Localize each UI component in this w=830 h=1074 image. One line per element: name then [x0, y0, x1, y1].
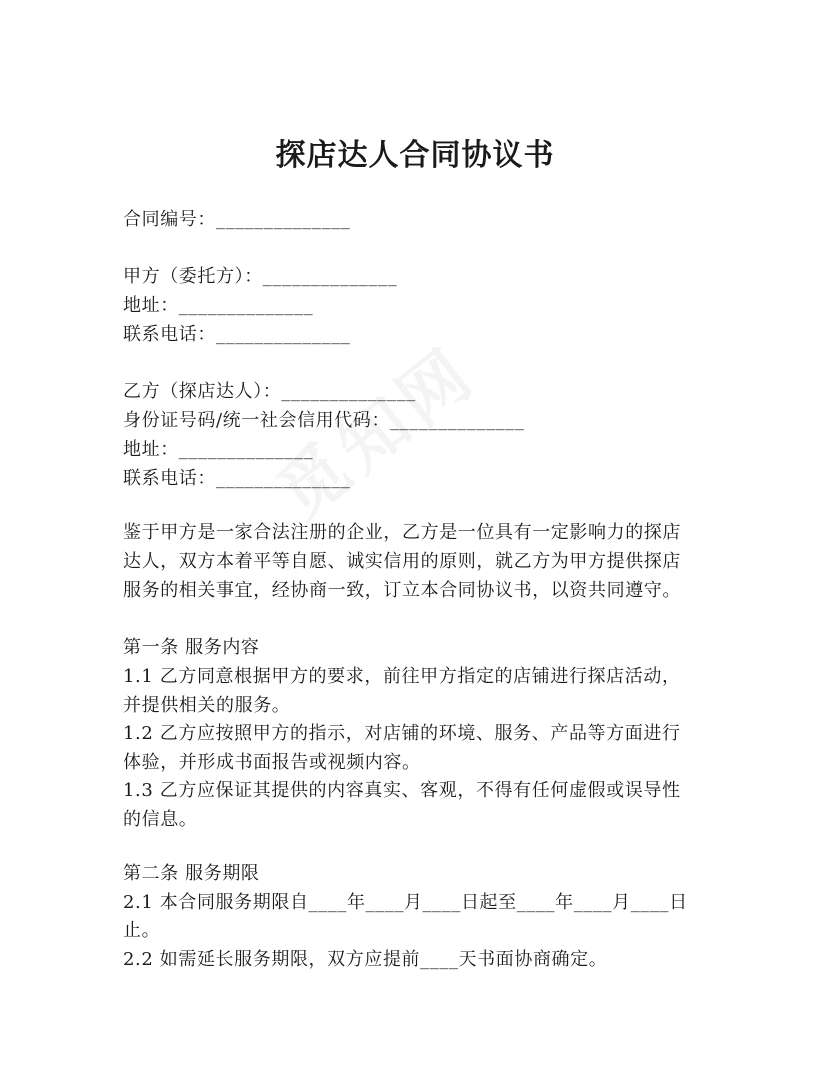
preamble-line: 服务的相关事宜，经协商一致，订立本合同协议书，以资共同遵守。 [123, 580, 681, 601]
party-b-address-line: 地址：______________ [123, 439, 314, 460]
party-a-phone-line: 联系电话：______________ [123, 324, 351, 345]
preamble-line: 达人，双方本着平等自愿、诚实信用的原则，就乙方为甲方提供探店 [123, 551, 681, 572]
article-1-clause: 并提供相关的服务。 [123, 695, 291, 716]
party-b-line: 乙方（探店达人）：______________ [123, 381, 416, 402]
article-1-clause: 1.1 乙方同意根据甲方的要求，前往甲方指定的店铺进行探店活动， [123, 666, 681, 687]
article-1-clause: 体验，并形成书面报告或视频内容。 [123, 752, 421, 773]
article-1-heading: 第一条 服务内容 [123, 637, 260, 658]
article-1-clause: 的信息。 [123, 809, 198, 830]
article-1-clause: 1.2 乙方应按照甲方的指示，对店铺的环境、服务、产品等方面进行 [123, 723, 681, 744]
party-b-phone-line: 联系电话：______________ [123, 468, 351, 489]
article-2-heading: 第二条 服务期限 [123, 863, 260, 884]
preamble-line: 鉴于甲方是一家合法注册的企业，乙方是一位具有一定影响力的探店 [123, 522, 681, 543]
document-title: 探店达人合同协议书 [275, 138, 555, 173]
party-a-address-line: 地址：______________ [123, 295, 314, 316]
party-a-line: 甲方（委托方）：______________ [123, 266, 398, 287]
article-2-clause: 2.1 本合同服务期限自____年____月____日起至____年____月____日 [123, 892, 688, 913]
contract-number-line: 合同编号：______________ [123, 209, 351, 230]
article-2-clause: 止。 [123, 920, 161, 941]
article-1-clause: 1.3 乙方应保证其提供的内容真实、客观，不得有任何虚假或误导性 [123, 780, 681, 801]
party-b-id-line: 身份证号码/统一社会信用代码：______________ [123, 410, 525, 431]
article-2-clause: 2.2 如需延长服务期限，双方应提前____天书面协商确定。 [123, 949, 608, 970]
